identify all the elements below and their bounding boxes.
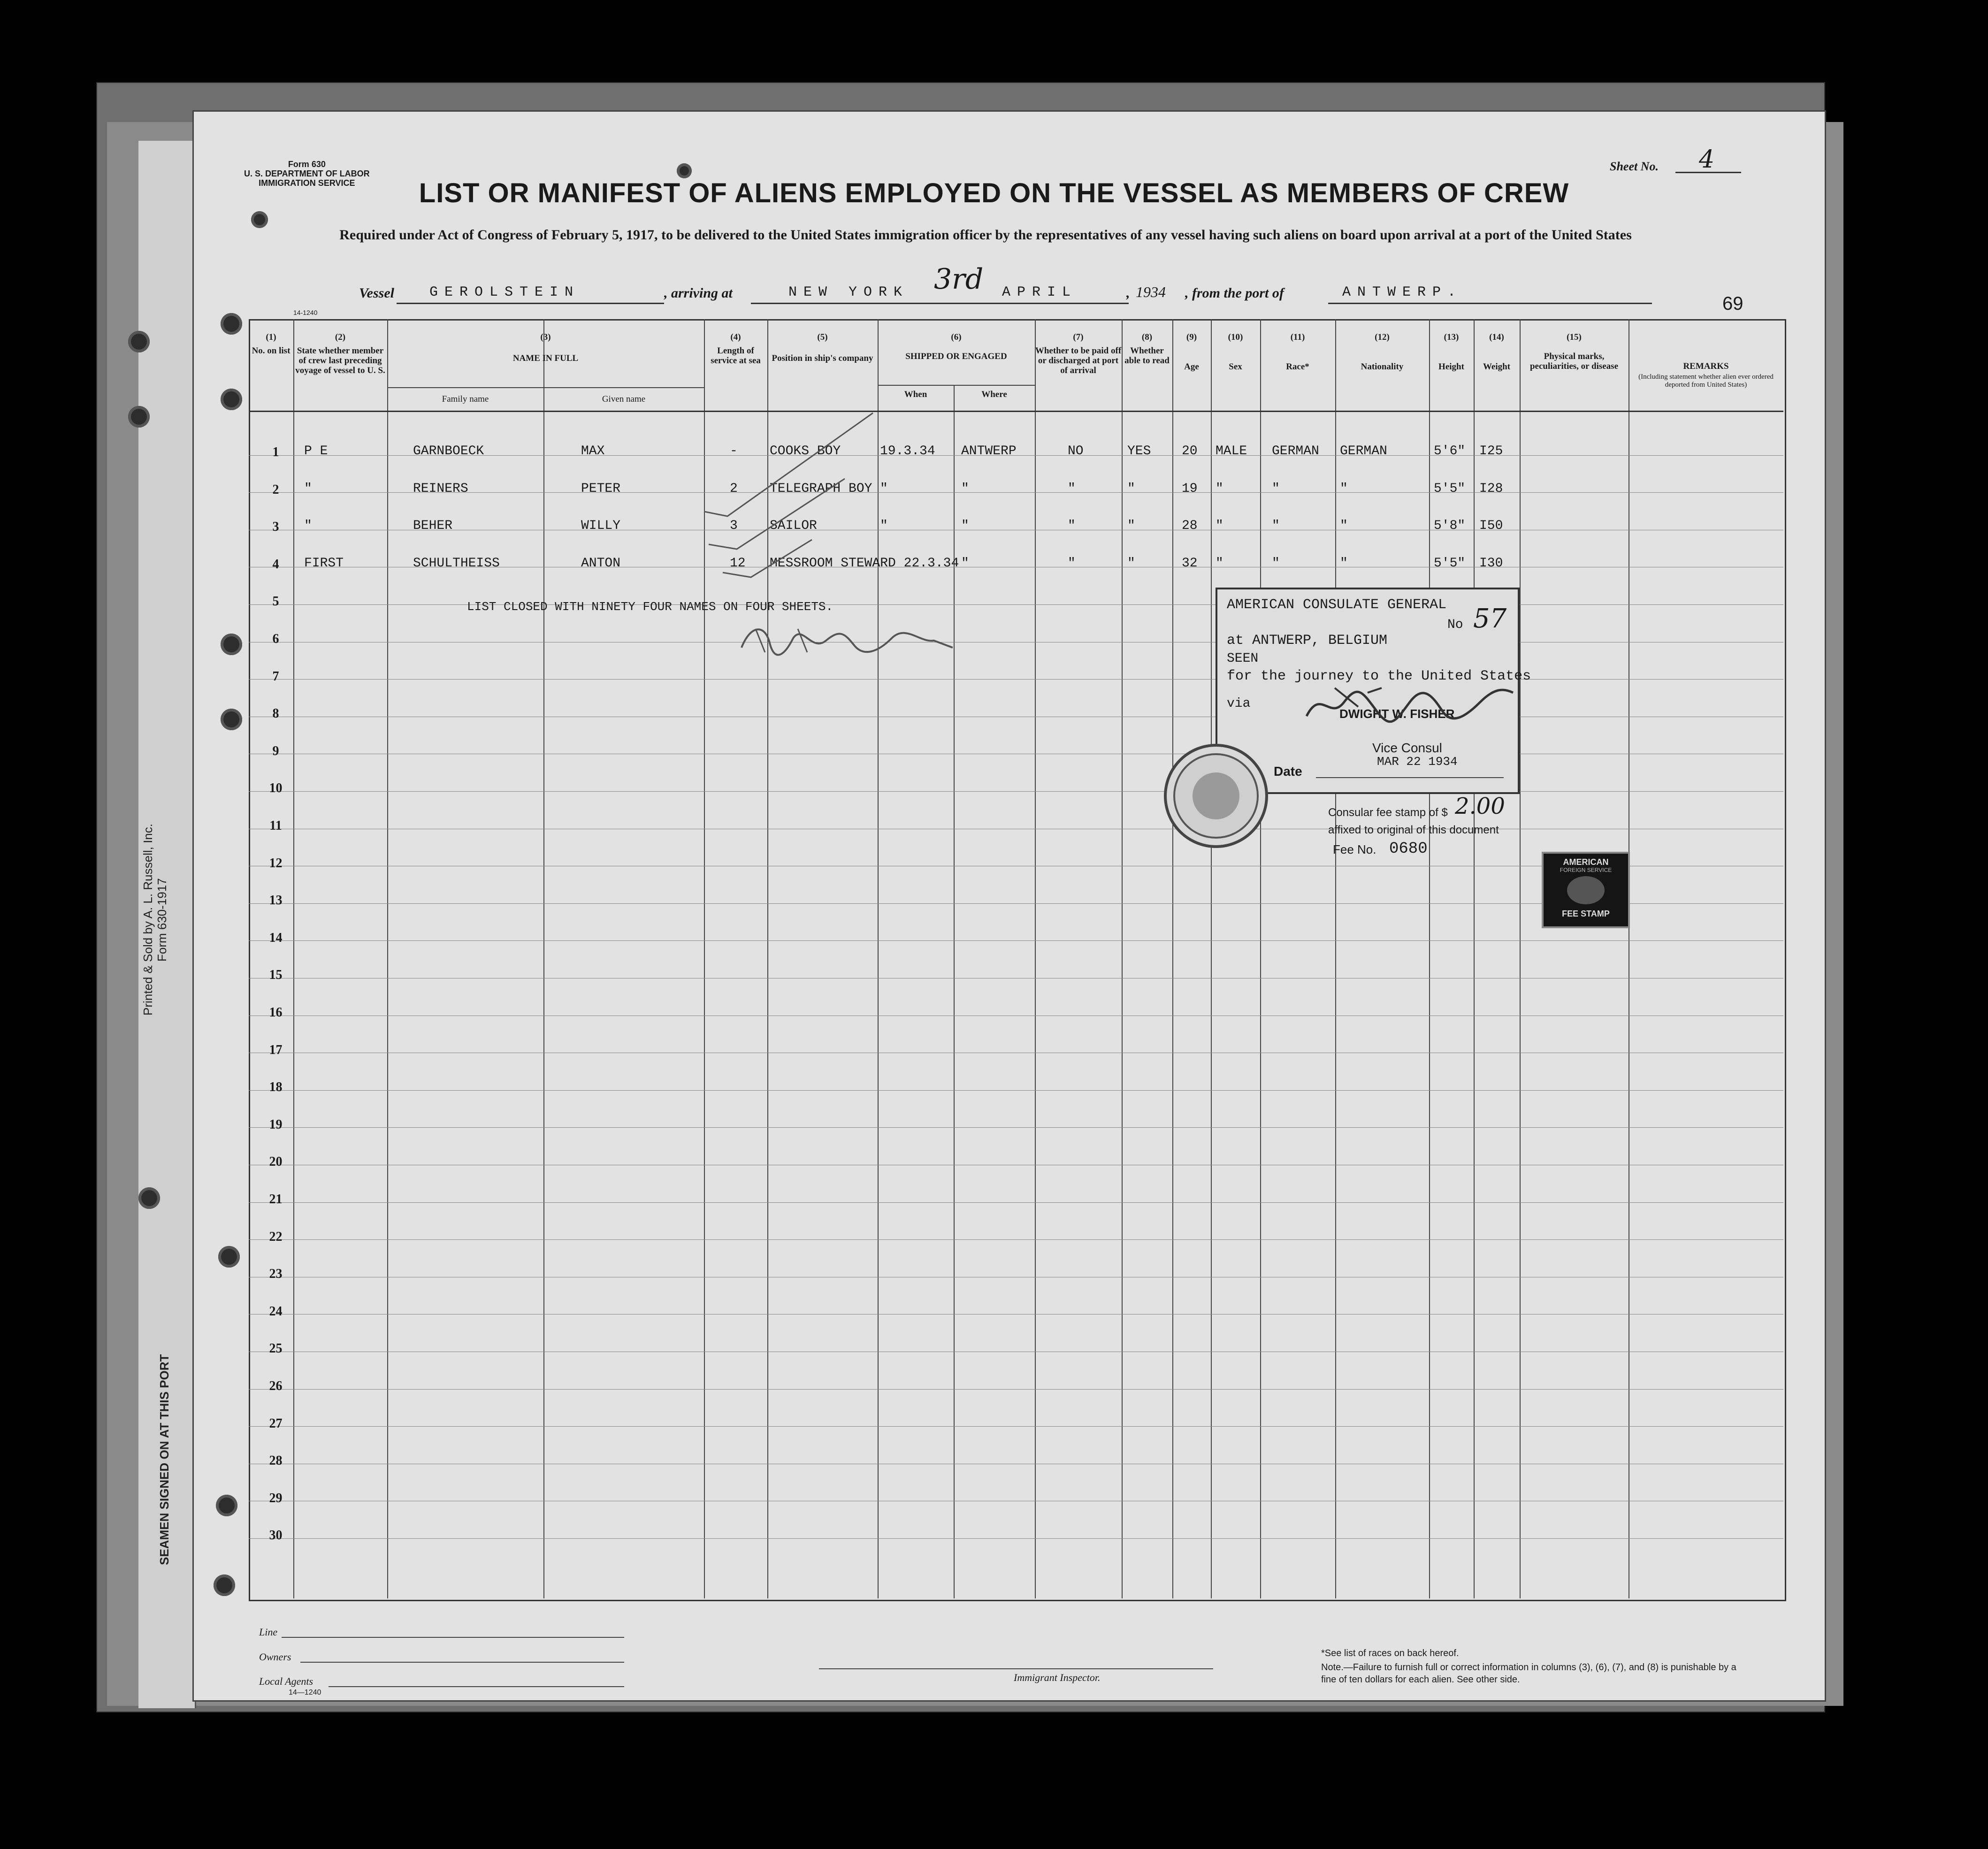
cell-where: " xyxy=(961,519,969,534)
col-divider xyxy=(1035,319,1036,1598)
sheet-label: Sheet No. xyxy=(1610,160,1659,173)
owners-label: Owners xyxy=(259,1651,291,1663)
row-divider xyxy=(249,1538,1783,1539)
col1-header: (1) No. on list xyxy=(252,332,291,356)
row-divider xyxy=(249,1389,1783,1390)
arrival-year: 1934 xyxy=(1136,283,1166,300)
cell-age: 28 xyxy=(1182,519,1198,534)
side-seamen-text: SEAMEN SIGNED ON AT THIS PORT xyxy=(157,1354,171,1565)
cell-given: WILLY xyxy=(581,519,621,534)
cell-paid: " xyxy=(1068,556,1076,571)
cell-paid: " xyxy=(1068,481,1076,496)
fee-stamp-top: AMERICAN xyxy=(1563,857,1609,867)
col4-header: (4) Length of service at sea xyxy=(711,332,761,366)
cell-weight: I50 xyxy=(1479,519,1503,534)
date-underline xyxy=(1316,777,1504,778)
cell-nationality: " xyxy=(1340,519,1348,534)
cell-nationality: " xyxy=(1340,556,1348,571)
cell-position: COOKS BOY xyxy=(770,444,841,458)
footnote-note: Note.—Failure to furnish full or correct information in columns (3), (6), (7), and (8) is punishable by a fine of ten dollars for each alien. See other side. xyxy=(1321,1662,1736,1685)
cell-weight: I30 xyxy=(1479,556,1503,571)
row-number: 13 xyxy=(269,893,283,908)
col9-header: (9) Age xyxy=(1184,332,1199,372)
col-divider xyxy=(1335,319,1336,1598)
row-number: 14 xyxy=(269,930,283,945)
cell-family: SCHULTHEISS xyxy=(413,556,500,571)
cell-prev: FIRST xyxy=(304,556,344,571)
tick-marks xyxy=(695,404,882,591)
punch-hole xyxy=(221,634,242,655)
consulate-via: via xyxy=(1227,696,1251,711)
where-header: Where xyxy=(981,390,1007,399)
punch-hole xyxy=(677,163,692,178)
row-number: 28 xyxy=(269,1453,283,1468)
cell-height: 5'5" xyxy=(1434,481,1466,496)
vice-consul-signature xyxy=(1302,683,1518,730)
row-number: 11 xyxy=(269,818,282,833)
cell-weight: I25 xyxy=(1479,444,1503,458)
cell-sex: " xyxy=(1216,556,1223,571)
col6-header: (6) SHIPPED OR ENGAGED xyxy=(905,332,1007,361)
from-port: ANTWERP. xyxy=(1342,284,1463,300)
name-subheader-line xyxy=(387,387,704,388)
cell-position: SAILOR xyxy=(770,519,817,534)
cell-where: ANTWERP xyxy=(961,444,1017,458)
cell-where: " xyxy=(961,481,969,496)
consulate-role: Vice Consul xyxy=(1372,741,1442,755)
punch-hole xyxy=(221,709,242,730)
fee-stamp-emblem xyxy=(1567,876,1605,904)
col-divider xyxy=(1520,319,1521,1598)
remarks-header: REMARKS (Including statement whether alien ever ordered deported from United States) xyxy=(1638,361,1774,389)
cell-height: 5'5" xyxy=(1434,556,1466,571)
cell-age: 20 xyxy=(1182,444,1198,458)
col-divider xyxy=(1429,319,1430,1598)
owners-underline xyxy=(300,1662,624,1663)
col5-header: (5) Position in ship's company xyxy=(772,332,873,363)
col14-header: (14) Weight xyxy=(1483,332,1511,372)
cell-given: MAX xyxy=(581,444,605,458)
cell-age: 32 xyxy=(1182,556,1198,571)
row-number: 9 xyxy=(272,743,279,758)
inspector-underline xyxy=(819,1668,1213,1669)
punch-hole xyxy=(221,313,242,335)
cell-race: GERMAN xyxy=(1272,444,1319,458)
side-printer-text: Printed & Sold by A. L. Russell, Inc. xyxy=(141,824,155,1016)
cell-read: " xyxy=(1127,556,1135,571)
punch-hole xyxy=(218,1246,240,1268)
cell-height: 5'6" xyxy=(1434,444,1466,458)
arrival-port: NEW YORK xyxy=(788,284,909,300)
line-underline xyxy=(282,1637,624,1638)
agents-code: 14—1240 xyxy=(289,1689,321,1696)
cell-paid: NO xyxy=(1068,444,1084,458)
cell-height: 5'8" xyxy=(1434,519,1466,534)
arriving-label: , arriving at xyxy=(664,285,733,301)
vessel-name: GEROLSTEIN xyxy=(429,284,580,300)
row-number: 24 xyxy=(269,1304,283,1319)
row-divider xyxy=(249,492,1783,493)
col-divider xyxy=(387,319,388,1598)
row-divider xyxy=(249,940,1783,941)
consulate-number: 57 xyxy=(1473,604,1507,634)
col2-header: (2) State whether member of crew last preceding voyage of vessel to U. S. xyxy=(295,332,385,375)
page-title: LIST OR MANIFEST OF ALIENS EMPLOYED ON THE VESSEL AS MEMBERS OF CREW xyxy=(419,178,1569,208)
row-number: 19 xyxy=(269,1117,283,1132)
punch-hole xyxy=(221,389,242,410)
fee-stamp xyxy=(1542,852,1630,928)
consulate-number-label: No xyxy=(1447,618,1463,632)
row-number: 12 xyxy=(269,856,283,871)
fee-amount: 2.00 xyxy=(1455,793,1505,819)
row-number: 20 xyxy=(269,1154,283,1169)
row-divider xyxy=(249,1239,1783,1240)
form-service: IMMIGRATION SERVICE xyxy=(259,178,355,188)
cell-where: " xyxy=(961,556,969,571)
consulate-seen: SEEN xyxy=(1227,651,1259,666)
fee-stamp-bottom: FEE STAMP xyxy=(1562,909,1610,918)
cell-read: " xyxy=(1127,519,1135,534)
row-number: 30 xyxy=(269,1528,283,1543)
when-header: When xyxy=(904,390,927,399)
vessel-label: Vessel xyxy=(359,285,394,301)
punch-hole xyxy=(138,1187,160,1209)
row-number: 5 xyxy=(272,594,279,609)
col10-header: (10) Sex xyxy=(1228,332,1243,372)
row-number: 3 xyxy=(272,520,279,535)
consulate-stamp xyxy=(1216,588,1531,794)
cell-race: " xyxy=(1272,519,1280,534)
row-number: 2 xyxy=(272,482,279,497)
cell-read: " xyxy=(1127,481,1135,496)
cell-sex: " xyxy=(1216,481,1223,496)
col-divider xyxy=(1172,319,1173,1598)
page-stamp-number: 69 xyxy=(1722,293,1743,314)
signature-scribble xyxy=(737,619,962,662)
row-number: 23 xyxy=(269,1267,283,1282)
family-name-header: Family name xyxy=(442,394,489,404)
cell-when: 19.3.34 xyxy=(880,444,935,458)
cell-nationality: GERMAN xyxy=(1340,444,1387,458)
cell-sex: MALE xyxy=(1216,444,1247,458)
row-divider xyxy=(249,1426,1783,1427)
fee-number: 0680 xyxy=(1389,840,1428,858)
row-number: 7 xyxy=(272,669,279,684)
col7-header: (7) Whether to be paid off or discharged at port of arrival xyxy=(1035,332,1122,375)
row-number: 10 xyxy=(269,781,283,796)
row-divider xyxy=(249,679,1783,680)
cell-length: 12 xyxy=(730,556,746,571)
form-number: Form 630 xyxy=(288,160,326,169)
col11-header: (11) Race* xyxy=(1286,332,1309,372)
cell-when: " xyxy=(880,519,888,534)
from-port-label: , from the port of xyxy=(1185,285,1284,301)
cell-prev: P E xyxy=(304,444,328,458)
header-bottom-line xyxy=(249,411,1783,412)
cell-position: MESSROOM STEWARD 22.3.34 xyxy=(770,556,959,571)
row-divider xyxy=(249,1127,1783,1128)
consulate-stamp-date: MAR 22 1934 xyxy=(1377,755,1458,769)
row-divider xyxy=(249,1202,1783,1203)
cell-given: ANTON xyxy=(581,556,621,571)
row-number: 6 xyxy=(272,632,279,646)
cell-position: TELEGRAPH BOY xyxy=(770,481,872,496)
col-divider xyxy=(1122,319,1123,1598)
col-divider xyxy=(543,319,544,1598)
form-code: 14-1240 xyxy=(293,309,318,316)
consulate-officer: DWIGHT W. FISHER xyxy=(1339,707,1455,721)
col3-header: (3) NAME IN FULL xyxy=(512,332,579,363)
fee-line-2: affixed to original of this document xyxy=(1328,824,1499,836)
shipped-subheader-line xyxy=(878,385,1035,386)
row-number: 26 xyxy=(269,1379,283,1393)
given-name-header: Given name xyxy=(602,394,646,404)
row-number: 21 xyxy=(269,1192,283,1207)
cell-prev: " xyxy=(304,481,312,496)
row-number: 18 xyxy=(269,1080,283,1095)
row-number: 8 xyxy=(272,706,279,721)
eagle-emblem-icon xyxy=(1193,772,1239,819)
punch-hole xyxy=(128,406,150,428)
sheet-number: 4 xyxy=(1699,145,1715,174)
side-form-code: Form 630-1917 xyxy=(155,878,169,962)
row-number: 27 xyxy=(269,1416,283,1431)
cell-nationality: " xyxy=(1340,481,1348,496)
col12-header: (12) Nationality xyxy=(1361,332,1404,372)
row-number: 1 xyxy=(272,445,279,459)
fee-stamp-sub: FOREIGN SERVICE xyxy=(1560,867,1612,873)
line-label: Line xyxy=(259,1626,278,1638)
consulate-date-label: Date xyxy=(1274,764,1302,779)
col-divider xyxy=(1211,319,1212,1598)
consulate-title: AMERICAN CONSULATE GENERAL xyxy=(1227,597,1447,613)
cell-family: GARNBOECK xyxy=(413,444,484,458)
form-department: U. S. DEPARTMENT OF LABOR xyxy=(244,169,370,178)
consulate-location: at ANTWERP, BELGIUM xyxy=(1227,633,1388,649)
agents-underline xyxy=(329,1686,624,1687)
cell-length: 3 xyxy=(730,519,738,534)
consulate-seal xyxy=(1164,744,1268,848)
closing-note: LIST CLOSED WITH NINETY FOUR NAMES ON FOUR SHEETS. xyxy=(467,600,833,614)
fee-line-1: Consular fee stamp of $ xyxy=(1328,806,1448,819)
cell-when: " xyxy=(880,481,888,496)
row-number: 16 xyxy=(269,1005,283,1020)
col-divider xyxy=(1474,319,1475,1598)
page-subtitle: Required under Act of Congress of February 5, 1917, to be delivered to the United States immigration officer by the representatives of any vessel having such aliens on board upon arrival at a port of the United States xyxy=(339,227,1632,243)
col-divider xyxy=(1260,319,1261,1598)
fee-number-label: Fee No. xyxy=(1333,842,1376,856)
year-separator: , xyxy=(1126,285,1130,301)
cell-family: BEHER xyxy=(413,519,453,534)
cell-length: - xyxy=(730,444,738,458)
footnote-races: *See list of races on back hereof. xyxy=(1321,1648,1459,1658)
cell-read: YES xyxy=(1127,444,1151,458)
row-number: 17 xyxy=(269,1042,283,1057)
col-divider xyxy=(293,319,294,1598)
row-divider xyxy=(249,1090,1783,1091)
row-number: 22 xyxy=(269,1229,283,1244)
cell-sex: " xyxy=(1216,519,1223,534)
cell-race: " xyxy=(1272,556,1280,571)
col8-header: (8) Whether able to read xyxy=(1124,332,1170,366)
cell-prev: " xyxy=(304,519,312,534)
row-number: 4 xyxy=(272,557,279,572)
arrival-day: 3rd xyxy=(934,263,984,296)
cell-length: 2 xyxy=(730,481,738,496)
cell-given: PETER xyxy=(581,481,621,496)
row-number: 25 xyxy=(269,1341,283,1356)
consulate-journey: for the journey to the United States xyxy=(1227,668,1531,684)
cell-weight: I28 xyxy=(1479,481,1503,496)
cell-family: REINERS xyxy=(413,481,468,496)
col13-header: (13) Height xyxy=(1438,332,1464,372)
inspector-label: Immigrant Inspector. xyxy=(1014,1672,1101,1683)
row-number: 29 xyxy=(269,1490,283,1505)
cell-race: " xyxy=(1272,481,1280,496)
arrival-month: APRIL xyxy=(1002,284,1078,300)
punch-hole xyxy=(216,1495,237,1516)
punch-hole xyxy=(128,331,150,352)
cell-paid: " xyxy=(1068,519,1076,534)
cell-age: 19 xyxy=(1182,481,1198,496)
punch-hole xyxy=(214,1574,235,1596)
manifest-table xyxy=(249,319,1786,1601)
col15-header: (15) Physical marks, peculiarities, or disease xyxy=(1529,332,1619,371)
agents-label: Local Agents xyxy=(259,1675,313,1687)
row-number: 15 xyxy=(269,968,283,983)
row-divider xyxy=(249,791,1783,792)
